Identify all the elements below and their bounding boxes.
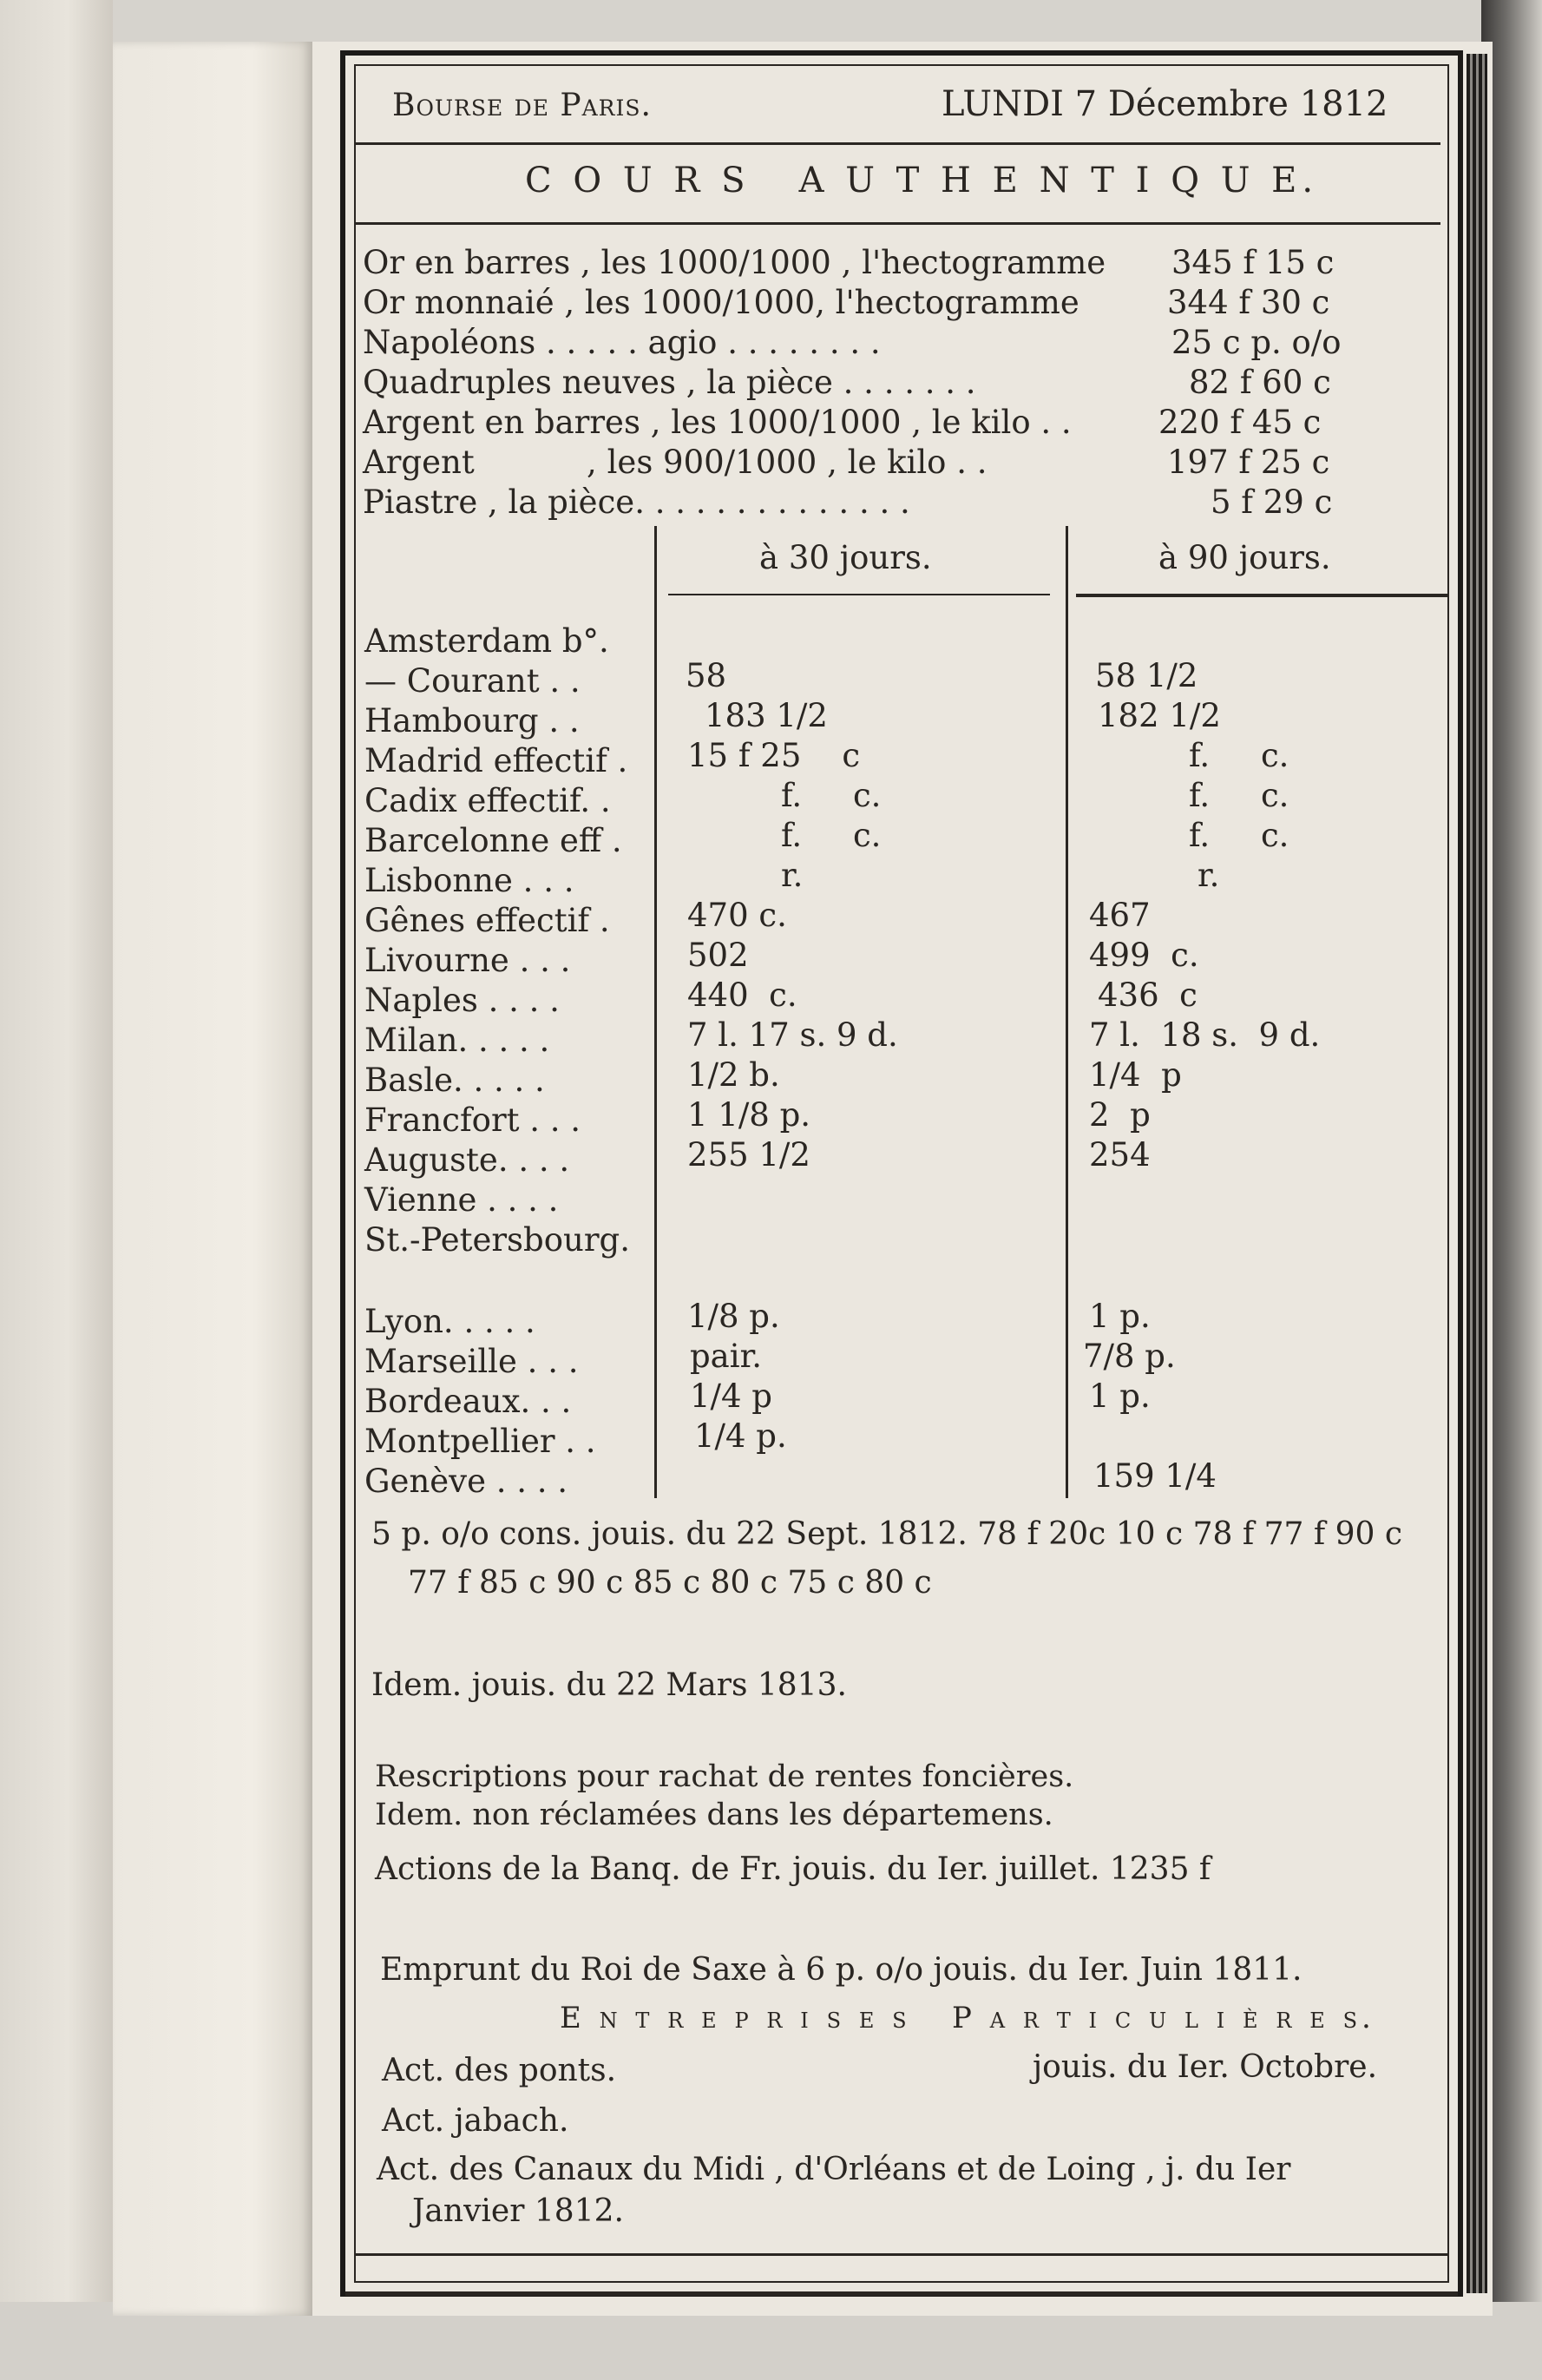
rate-30: 58 (686, 657, 727, 694)
place: — Courant . . (364, 662, 581, 700)
header-date: LUNDI 7 Décembre 1812 (942, 84, 1388, 124)
background-top (0, 0, 1542, 42)
metal-label: Argent , les 900/1000 , le kilo . . (363, 444, 988, 481)
col-header-90-days: à 90 jours. (1158, 539, 1331, 576)
rate-90: 1/4 p (1089, 1056, 1182, 1094)
rate-30: r. (781, 857, 804, 894)
place: Vienne . . . . (364, 1181, 559, 1219)
funds-idem: Idem. jouis. du 22 Mars 1813. (371, 1667, 847, 1703)
rule (356, 142, 1440, 145)
rate-90: f. c. (1189, 737, 1289, 774)
rule (356, 2253, 1449, 2256)
metal-value: 197 f 25 c (1167, 444, 1330, 481)
place: Hambourg . . (364, 702, 580, 740)
place: Auguste. . . . (364, 1141, 570, 1179)
place: St.-Petersbourg. (364, 1221, 630, 1259)
place: Lyon. . . . . (364, 1303, 535, 1340)
metal-value: 25 c p. o/o (1171, 324, 1342, 361)
emprunt-saxe: Emprunt du Roi de Saxe à 6 p. o/o jouis. du Ier. Juin 1811. (380, 1952, 1302, 1988)
rule (1076, 594, 1449, 597)
metal-value: 220 f 45 c (1158, 404, 1322, 441)
place: Barcelonne eff . (364, 822, 622, 859)
rate-90: 2 p (1089, 1096, 1151, 1134)
rate-90: 1 p. (1089, 1298, 1151, 1335)
metal-value: 345 f 15 c (1171, 244, 1335, 281)
place: Bordeaux. . . (364, 1383, 572, 1420)
place: Genève . . . . (364, 1463, 568, 1500)
column-rule (654, 526, 657, 1498)
place: Amsterdam b°. (364, 622, 609, 660)
place: Madrid effectif . (364, 742, 628, 779)
place: Francfort . . . (364, 1101, 581, 1139)
col-header-30-days: à 30 jours. (759, 539, 932, 576)
header-left: Bourse de Paris. (392, 88, 652, 123)
act-ponts: Act. des ponts. (382, 2053, 617, 2088)
metal-value: 82 f 60 c (1189, 364, 1331, 401)
place: Livourne . . . (364, 942, 571, 979)
column-rule (1066, 526, 1068, 1498)
rate-90: 499 c. (1089, 937, 1199, 974)
rescriptions-idem: Idem. non réclamées dans les départemens. (375, 1798, 1053, 1832)
rate-30: 7 l. 17 s. 9 d. (687, 1016, 898, 1054)
rate-30: 470 c. (687, 897, 787, 934)
place: Gênes effectif . (364, 902, 610, 939)
metal-label: Or monnaié , les 1000/1000, l'hectogramme (363, 284, 1079, 321)
rate-90: 7 l. 18 s. 9 d. (1089, 1016, 1321, 1054)
rate-90: 1 p. (1089, 1377, 1151, 1415)
metal-label: Argent en barres , les 1000/1000 , le kilo . . (363, 404, 1072, 441)
background-left (0, 0, 113, 2380)
rate-90: 159 1/4 (1093, 1457, 1217, 1495)
metal-value: 344 f 30 c (1167, 284, 1330, 321)
act-ponts-jouissance: jouis. du Ier. Octobre. (1033, 2049, 1378, 2085)
rate-30: 1 1/8 p. (687, 1096, 811, 1134)
act-jabach: Act. jabach. (382, 2103, 569, 2139)
rate-30: 255 1/2 (687, 1136, 810, 1174)
rate-30: 183 1/2 (705, 697, 828, 734)
metal-label: Or en barres , les 1000/1000 , l'hectogramme (363, 244, 1106, 281)
rate-30: 1/8 p. (687, 1298, 780, 1335)
rate-90: 7/8 p. (1083, 1338, 1176, 1375)
funds-line-2: 77 f 85 c 90 c 85 c 80 c 75 c 80 c (408, 1565, 932, 1601)
banque-actions: Actions de la Banq. de Fr. jouis. du Ier. juillet. 1235 f (375, 1851, 1211, 1887)
place: Montpellier . . (364, 1423, 596, 1460)
metal-label: Napoléons . . . . . agio . . . . . . . . (363, 324, 881, 361)
rate-90: 436 c (1098, 976, 1198, 1014)
rate-90: 58 1/2 (1095, 657, 1198, 694)
rate-30: 502 (687, 937, 749, 974)
place: Naples . . . . (364, 982, 560, 1019)
rate-30: 15 f 25 c (687, 737, 861, 774)
rate-90: f. c. (1189, 817, 1289, 854)
place: Milan. . . . . (364, 1022, 550, 1059)
rate-30: 1/4 p (690, 1377, 772, 1415)
rescriptions: Rescriptions pour rachat de rentes foncières. (375, 1759, 1074, 1794)
place: Basle. . . . . (364, 1062, 545, 1099)
rate-30: 440 c. (687, 976, 797, 1014)
rate-90: r. (1198, 857, 1220, 894)
page-edges (1467, 54, 1487, 2293)
rule (345, 2291, 1458, 2296)
rate-30: 1/4 p. (694, 1417, 787, 1455)
entreprises-title: E n t r e p r i s e s P a r t i c u l i è r e s. (560, 2001, 1375, 2035)
rate-90: f. c. (1189, 777, 1289, 814)
place: Cadix effectif. . (364, 782, 611, 819)
metal-label: Quadruples neuves , la pièce . . . . . . . (363, 364, 976, 401)
rate-30: 1/2 b. (687, 1056, 780, 1094)
metal-value: 5 f 29 c (1211, 483, 1333, 521)
act-canaux-date: Janvier 1812. (412, 2193, 624, 2229)
rate-30: pair. (690, 1338, 762, 1375)
page-title: C O U R S A U T H E N T I Q U E. (525, 161, 1319, 201)
book-spine (113, 42, 312, 2316)
rate-90: 467 (1089, 897, 1151, 934)
rule (668, 594, 1050, 595)
rate-30: f. c. (781, 817, 882, 854)
rate-90: 254 (1089, 1136, 1151, 1174)
funds-line-1: 5 p. o/o cons. jouis. du 22 Sept. 1812. 78 f 20c 10 c 78 f 77 f 90 c (371, 1516, 1403, 1552)
place: Marseille . . . (364, 1343, 579, 1380)
metal-label: Piastre , la pièce. . . . . . . . . . . . . . (363, 483, 910, 521)
rate-90: 182 1/2 (1098, 697, 1221, 734)
rule (356, 222, 1440, 225)
place: Lisbonne . . . (364, 862, 574, 899)
act-canaux: Act. des Canaux du Midi , d'Orléans et de Loing , j. du Ier (377, 2152, 1291, 2187)
rate-30: f. c. (781, 777, 882, 814)
